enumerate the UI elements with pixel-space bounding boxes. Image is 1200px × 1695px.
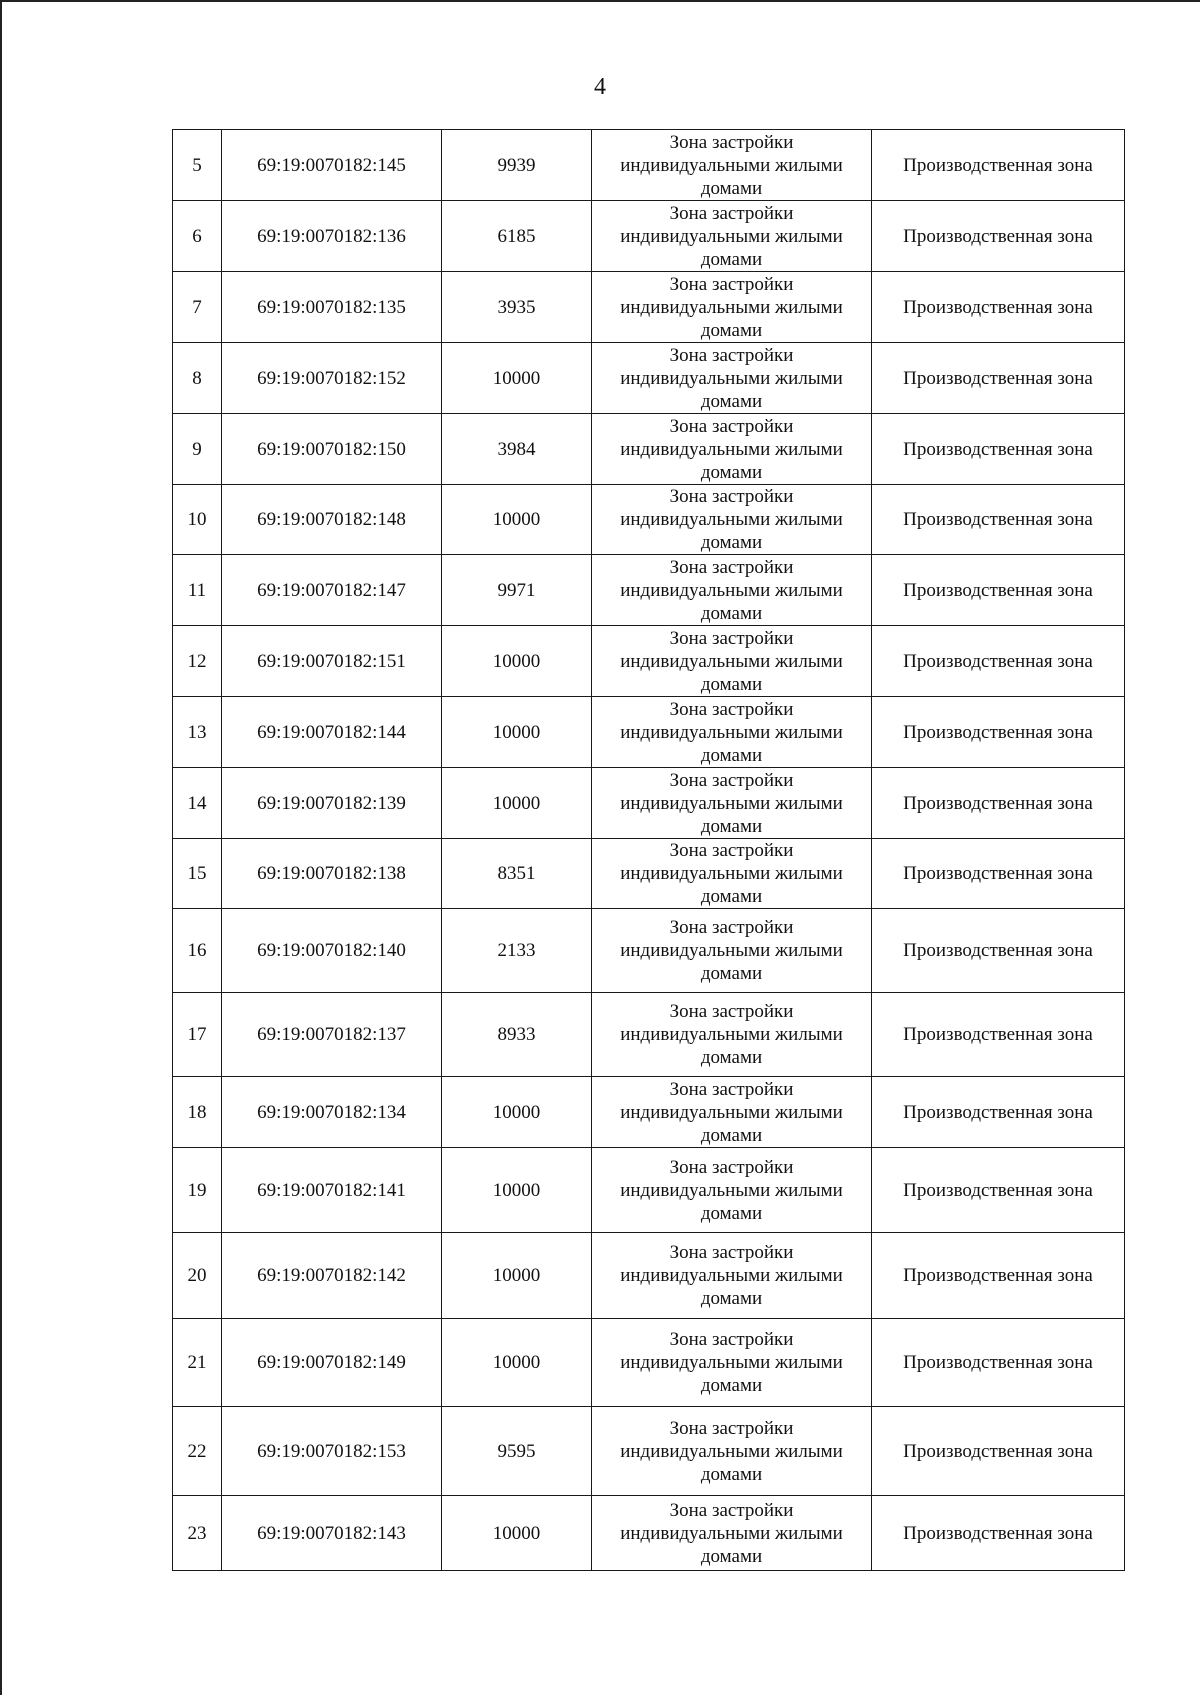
cadastral-number-cell: 69:19:0070182:147 [222, 555, 442, 626]
new-zone-cell: Производственная зона [872, 414, 1125, 485]
cadastral-number-cell: 69:19:0070182:142 [222, 1233, 442, 1319]
row-number-cell: 12 [173, 626, 222, 697]
cadastral-number-cell: 69:19:0070182:148 [222, 485, 442, 555]
table-row [173, 130, 1125, 201]
row-number-cell: 5 [173, 130, 222, 201]
area-cell: 6185 [442, 201, 592, 272]
table-row [173, 909, 1125, 993]
table-row [173, 1233, 1125, 1319]
area-cell: 10000 [442, 768, 592, 839]
row-number-cell: 15 [173, 839, 222, 909]
new-zone-cell: Производственная зона [872, 555, 1125, 626]
table-row [173, 414, 1125, 485]
new-zone-cell: Производственная зона [872, 272, 1125, 343]
area-cell: 10000 [442, 1496, 592, 1571]
area-cell: 10000 [442, 697, 592, 768]
area-cell: 9595 [442, 1407, 592, 1496]
current-zone-cell: Зона застройки индивидуальными жилыми домами [592, 839, 872, 909]
current-zone-cell: Зона застройки индивидуальными жилыми домами [592, 555, 872, 626]
table-row [173, 272, 1125, 343]
page-number: 4 [594, 74, 606, 100]
current-zone-cell: Зона застройки индивидуальными жилыми домами [592, 626, 872, 697]
cadastral-number-cell: 69:19:0070182:143 [222, 1496, 442, 1571]
current-zone-cell: Зона застройки индивидуальными жилыми домами [592, 272, 872, 343]
current-zone-cell: Зона застройки индивидуальными жилыми домами [592, 1148, 872, 1233]
cadastral-number-cell: 69:19:0070182:138 [222, 839, 442, 909]
cadastral-number-cell: 69:19:0070182:140 [222, 909, 442, 993]
cadastral-number-cell: 69:19:0070182:135 [222, 272, 442, 343]
row-number-cell: 20 [173, 1233, 222, 1319]
current-zone-cell: Зона застройки индивидуальными жилыми домами [592, 414, 872, 485]
area-cell: 9971 [442, 555, 592, 626]
row-number-cell: 19 [173, 1148, 222, 1233]
table-row [173, 201, 1125, 272]
table-row [173, 1077, 1125, 1148]
current-zone-cell: Зона застройки индивидуальными жилыми домами [592, 909, 872, 993]
area-cell: 10000 [442, 1148, 592, 1233]
area-cell: 2133 [442, 909, 592, 993]
cadastral-number-cell: 69:19:0070182:141 [222, 1148, 442, 1233]
new-zone-cell: Производственная зона [872, 626, 1125, 697]
cadastral-number-cell: 69:19:0070182:134 [222, 1077, 442, 1148]
new-zone-cell: Производственная зона [872, 130, 1125, 201]
area-cell: 10000 [442, 1319, 592, 1407]
row-number-cell: 21 [173, 1319, 222, 1407]
current-zone-cell: Зона застройки индивидуальными жилыми домами [592, 1407, 872, 1496]
new-zone-cell: Производственная зона [872, 1496, 1125, 1571]
row-number-cell: 11 [173, 555, 222, 626]
current-zone-cell: Зона застройки индивидуальными жилыми домами [592, 343, 872, 414]
area-cell: 3984 [442, 414, 592, 485]
table-row [173, 485, 1125, 555]
new-zone-cell: Производственная зона [872, 1233, 1125, 1319]
current-zone-cell: Зона застройки индивидуальными жилыми домами [592, 201, 872, 272]
land-plots-table [172, 129, 1125, 1571]
area-cell: 8933 [442, 993, 592, 1077]
area-cell: 10000 [442, 1077, 592, 1148]
table-row [173, 768, 1125, 839]
cadastral-number-cell: 69:19:0070182:153 [222, 1407, 442, 1496]
current-zone-cell: Зона застройки индивидуальными жилыми домами [592, 1496, 872, 1571]
table-row [173, 1496, 1125, 1571]
current-zone-cell: Зона застройки индивидуальными жилыми домами [592, 697, 872, 768]
current-zone-cell: Зона застройки индивидуальными жилыми домами [592, 130, 872, 201]
area-cell: 3935 [442, 272, 592, 343]
new-zone-cell: Производственная зона [872, 697, 1125, 768]
table-row [173, 343, 1125, 414]
new-zone-cell: Производственная зона [872, 1077, 1125, 1148]
cadastral-number-cell: 69:19:0070182:145 [222, 130, 442, 201]
new-zone-cell: Производственная зона [872, 768, 1125, 839]
row-number-cell: 23 [173, 1496, 222, 1571]
current-zone-cell: Зона застройки индивидуальными жилыми домами [592, 993, 872, 1077]
row-number-cell: 16 [173, 909, 222, 993]
new-zone-cell: Производственная зона [872, 485, 1125, 555]
table-row [173, 1148, 1125, 1233]
area-cell: 10000 [442, 626, 592, 697]
current-zone-cell: Зона застройки индивидуальными жилыми домами [592, 768, 872, 839]
row-number-cell: 14 [173, 768, 222, 839]
new-zone-cell: Производственная зона [872, 343, 1125, 414]
current-zone-cell: Зона застройки индивидуальными жилыми домами [592, 1233, 872, 1319]
row-number-cell: 10 [173, 485, 222, 555]
row-number-cell: 18 [173, 1077, 222, 1148]
area-cell: 10000 [442, 343, 592, 414]
current-zone-cell: Зона застройки индивидуальными жилыми домами [592, 1319, 872, 1407]
table-row [173, 626, 1125, 697]
area-cell: 9939 [442, 130, 592, 201]
new-zone-cell: Производственная зона [872, 1319, 1125, 1407]
row-number-cell: 8 [173, 343, 222, 414]
new-zone-cell: Производственная зона [872, 1148, 1125, 1233]
cadastral-number-cell: 69:19:0070182:151 [222, 626, 442, 697]
cadastral-number-cell: 69:19:0070182:149 [222, 1319, 442, 1407]
table-row [173, 993, 1125, 1077]
table-row [173, 1407, 1125, 1496]
row-number-cell: 7 [173, 272, 222, 343]
cadastral-number-cell: 69:19:0070182:137 [222, 993, 442, 1077]
new-zone-cell: Производственная зона [872, 201, 1125, 272]
new-zone-cell: Производственная зона [872, 839, 1125, 909]
cadastral-number-cell: 69:19:0070182:144 [222, 697, 442, 768]
table-row [173, 839, 1125, 909]
cadastral-number-cell: 69:19:0070182:139 [222, 768, 442, 839]
new-zone-cell: Производственная зона [872, 993, 1125, 1077]
row-number-cell: 13 [173, 697, 222, 768]
area-cell: 8351 [442, 839, 592, 909]
table-body [173, 130, 1125, 1571]
row-number-cell: 9 [173, 414, 222, 485]
cadastral-number-cell: 69:19:0070182:152 [222, 343, 442, 414]
area-cell: 10000 [442, 1233, 592, 1319]
row-number-cell: 17 [173, 993, 222, 1077]
area-cell: 10000 [442, 485, 592, 555]
cadastral-number-cell: 69:19:0070182:136 [222, 201, 442, 272]
table-row [173, 697, 1125, 768]
new-zone-cell: Производственная зона [872, 1407, 1125, 1496]
row-number-cell: 6 [173, 201, 222, 272]
current-zone-cell: Зона застройки индивидуальными жилыми домами [592, 1077, 872, 1148]
cadastral-number-cell: 69:19:0070182:150 [222, 414, 442, 485]
table-row [173, 1319, 1125, 1407]
row-number-cell: 22 [173, 1407, 222, 1496]
table-row [173, 555, 1125, 626]
current-zone-cell: Зона застройки индивидуальными жилыми домами [592, 485, 872, 555]
new-zone-cell: Производственная зона [872, 909, 1125, 993]
